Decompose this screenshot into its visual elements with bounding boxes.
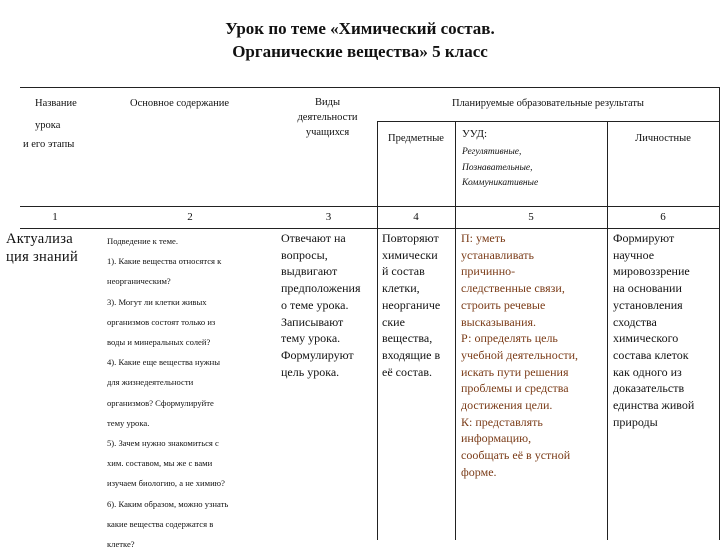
col-number-6: 6	[660, 211, 666, 223]
numbers-row-divider	[20, 228, 719, 229]
content-line: организмов? Сформулируйте	[107, 397, 214, 408]
col-divider-6	[607, 121, 608, 540]
content-line: какие вещества содержатся в	[107, 518, 214, 529]
header-col3: Виды деятельности учащихся	[297, 97, 358, 138]
page-title-line2: Органические вещества» 5 класс	[232, 42, 488, 61]
content-line: организмов состоят только из	[107, 316, 216, 327]
content-line: 1). Какие вещества относятся к	[107, 256, 222, 267]
col-number-3: 3	[325, 211, 332, 223]
header-col2: Основное содержание	[130, 98, 230, 109]
personal-results: Формируют научное мировоззрение на основании установления сходства химического состава клеток как одного из доказательств единства живой природы	[613, 231, 695, 429]
main-content	[107, 231, 228, 554]
col-divider-4	[377, 121, 378, 540]
content-line: 5). Зачем нужно знакомиться с	[107, 438, 219, 449]
header-personal: Личностные	[635, 133, 691, 144]
col-number-2: 2	[187, 211, 193, 223]
page-title-line1: Урок по теме «Химический состав.	[225, 19, 495, 38]
header-col1: Название урока и его этапы	[23, 98, 77, 150]
content-line: воды и минеральных солей?	[107, 337, 211, 348]
stage-name: Актуализа ция знаний	[6, 231, 79, 265]
col-number-5: 5	[528, 211, 534, 223]
content-line: хим. составом, мы же с вами	[107, 458, 213, 469]
content-line: тему урока.	[107, 417, 150, 428]
content-line: для жизнедеятельности	[107, 377, 194, 388]
student-activities: Отвечают на вопросы, выдвигают предположения о теме урока. Записывают тему урока. Формулируют цель урока.	[281, 231, 361, 379]
content-line: изучаем биологию, а не химию?	[107, 478, 225, 489]
header-bottom-divider	[20, 206, 719, 207]
header-subject: Предметные	[388, 133, 444, 144]
content-line: клетке?	[107, 539, 135, 550]
header-planned-results: Планируемые образовательные результаты	[451, 98, 644, 109]
subject-results: Повторяют химически й состав клетки, неорганиче ские вещества, входящие в её состав.	[382, 231, 441, 379]
content-line: неорганическим?	[107, 276, 171, 287]
planned-subheader-divider	[377, 121, 719, 122]
content-line: 6). Каким образом, можно узнать	[107, 498, 229, 509]
uud-results: П: уметь устанавливать причинно- следственные связи, строить речевые высказывания. Р: определять цель учебной деятельности, искать пути решения проблемы и средства достижения цели. К: представлять информацию, сообщать её в устной форме.	[461, 231, 579, 479]
content-line: 4). Какие еще вещества нужны	[107, 357, 221, 368]
content-line: Подведение к теме.	[107, 236, 178, 246]
col-number-1: 1	[52, 211, 58, 223]
col-number-4: 4	[413, 211, 419, 223]
content-line: 3). Могут ли клетки живых	[107, 296, 207, 307]
header-uud: УУД: Регулятивные, Познавательные, Коммуникативные	[462, 128, 539, 188]
table-border-top	[20, 87, 719, 88]
col-divider-5	[455, 121, 456, 540]
